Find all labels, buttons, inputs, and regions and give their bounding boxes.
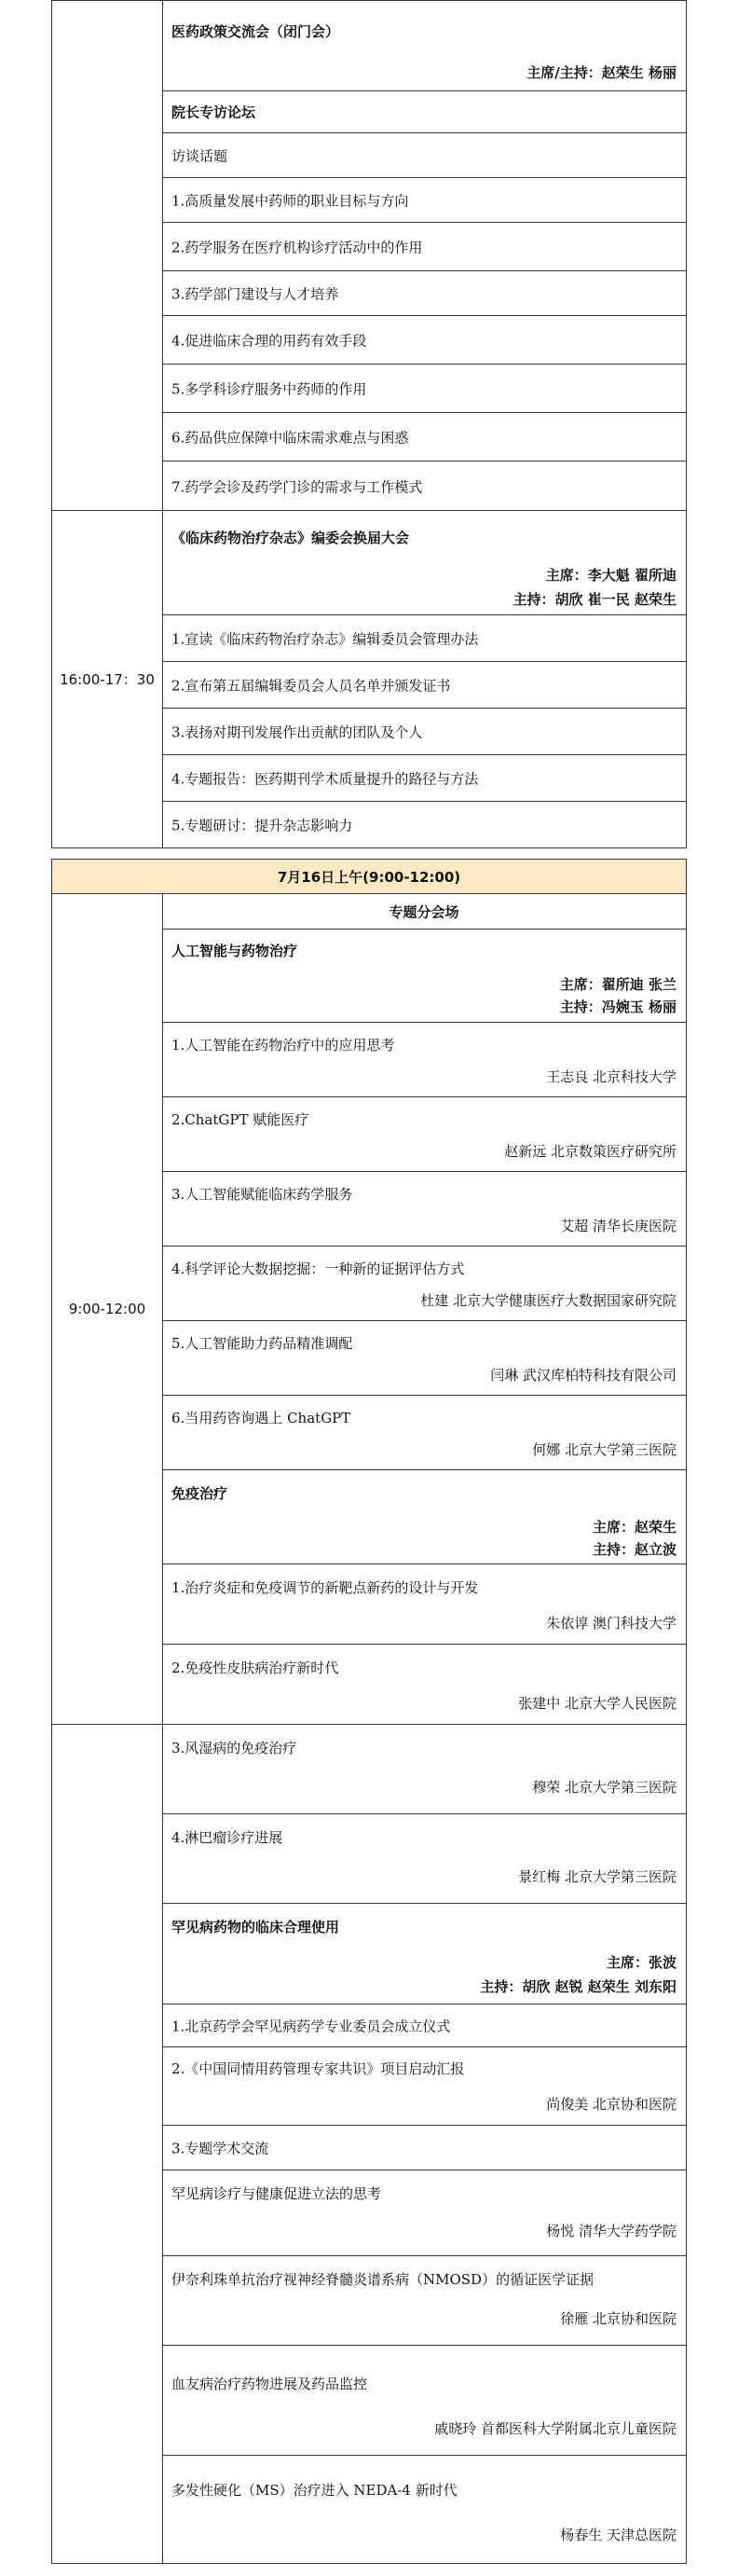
session-header: [162, 930, 686, 1023]
agenda-item-text: 4.专题报告：医药期刊学术质量提升的路径与方法: [171, 770, 479, 787]
speaker: 赵新远 北京数策医疗研究所: [504, 1143, 676, 1160]
session-header: [162, 1, 686, 91]
session-chair: 主席：翟所迪 张兰: [559, 976, 676, 993]
time-label: 16:00-17：30: [60, 671, 155, 688]
agenda-item-text: 5.人工智能助力药品精准调配: [171, 1335, 353, 1352]
day-header-label: 7月16日上午(9:00-12:00): [277, 868, 461, 886]
session-header: [162, 1904, 686, 2004]
agenda-item-text: 2.免疫性皮肤病治疗新时代: [171, 1660, 339, 1676]
speaker: 杨春生 天津总医院: [560, 2527, 676, 2543]
session-chair: 主席/主持：赵荣生 杨丽: [526, 64, 676, 81]
venue-header: [162, 894, 686, 930]
agenda-item-text: 3.表扬对期刊发展作出贡献的团队及个人: [171, 723, 423, 740]
session-title: 人工智能与药物治疗: [171, 943, 298, 959]
time-cell: [52, 1, 163, 510]
agenda-item-text: 3.人工智能赋能临床药学服务: [171, 1186, 353, 1203]
agenda-item: [162, 461, 686, 512]
agenda-item: [162, 365, 686, 413]
agenda-item-text: 7.药学会诊及药学门诊的需求与工作模式: [171, 478, 423, 496]
agenda-item: [162, 1247, 686, 1321]
agenda-item-text: 多发性硬化（MS）治疗进入 NEDA-4 新时代: [171, 2482, 458, 2499]
session-header: [162, 511, 686, 615]
agenda-item: [162, 615, 686, 662]
session-chair: 主席：李大魁 翟所迪: [545, 567, 676, 584]
agenda-item-text: 6.药品供应保障中临床需求难点与困惑: [171, 429, 409, 446]
agenda-item: [162, 1321, 686, 1396]
agenda-item: [162, 755, 686, 802]
agenda-item-text: 1.治疗炎症和免疫调节的新靶点新药的设计与开发: [171, 1579, 479, 1596]
time-cell: [52, 894, 163, 1724]
agenda-item-text: 4.促进临床合理的用药有效手段: [171, 332, 367, 349]
session-chair: 主席：张波: [606, 1954, 676, 1971]
agenda-item: [162, 2456, 686, 2564]
agenda-item: [162, 271, 686, 316]
speaker: 何娜 北京大学第三医院: [532, 1441, 676, 1458]
speaker: 杜建 北京大学健康医疗大数据国家研究院: [420, 1292, 676, 1309]
agenda-item: [162, 2346, 686, 2456]
agenda-item: [162, 1725, 686, 1814]
speaker: 穆荣 北京大学第三医院: [532, 1779, 676, 1796]
session-host: 主持：冯婉玉 杨丽: [559, 999, 676, 1015]
agenda-table-section-3: [51, 894, 687, 1725]
agenda-item-text: 4.淋巴瘤诊疗进展: [171, 1829, 283, 1846]
speaker: 徐雁 北京协和医院: [560, 2310, 676, 2327]
agenda-item-text: 2.《中国同情用药管理专家共识》项目启动汇报: [171, 2060, 465, 2077]
session-chair: 主席：赵荣生: [592, 1519, 676, 1536]
agenda-item-text: 访谈话题: [171, 147, 228, 164]
agenda-table-section-4: [51, 1725, 687, 2564]
agenda-item: [162, 1564, 686, 1645]
session-header: [162, 1470, 686, 1564]
agenda-item: [162, 133, 686, 178]
session-header: [162, 91, 686, 133]
agenda-item: [162, 178, 686, 223]
agenda-item: [162, 802, 686, 848]
session-title: 院长专访论坛: [171, 103, 256, 121]
speaker: 尚俊美 北京协和医院: [546, 2096, 676, 2113]
agenda-item: [162, 223, 686, 271]
agenda-item: [162, 1172, 686, 1247]
agenda-item: [162, 1023, 686, 1097]
session-title: 免疫治疗: [171, 1485, 228, 1502]
agenda-item-text: 1.宣读《临床药物治疗杂志》编辑委员会管理办法: [171, 630, 479, 647]
agenda-item: [162, 2256, 686, 2346]
agenda-item: [162, 662, 686, 709]
agenda-item: [162, 1814, 686, 1904]
agenda-item: [162, 2170, 686, 2256]
agenda-item-text: 4.科学评论大数据挖掘：一种新的证据评估方式: [171, 1260, 465, 1277]
session-host: 主持：赵立波: [592, 1541, 676, 1558]
agenda-item-text: 1.人工智能在药物治疗中的应用思考: [171, 1037, 395, 1054]
agenda-item-text: 血友病治疗药物进展及药品监控: [171, 2376, 368, 2392]
agenda-item-text: 伊奈利珠单抗治疗视神经脊髓炎谱系病（NMOSD）的循证医学证据: [171, 2271, 594, 2288]
agenda-table-section-2: [51, 511, 687, 848]
agenda-item: [162, 316, 686, 365]
day-header: [51, 859, 687, 894]
agenda-item-text: 3.风湿病的免疫治疗: [171, 1740, 297, 1756]
agenda-item: [162, 1645, 686, 1725]
agenda-item-text: 3.专题学术交流: [171, 2140, 269, 2156]
speaker: 朱依谆 澳门科技大学: [546, 1615, 676, 1632]
agenda-item-text: 5.专题研讨：提升杂志影响力: [171, 817, 353, 834]
speaker: 景红梅 北京大学第三医院: [518, 1868, 676, 1885]
agenda-item-text: 1.北京药学会罕见病药学专业委员会成立仪式: [171, 2018, 451, 2034]
session-title: 医药政策交流会（闭门会）: [171, 23, 340, 40]
agenda-item-text: 1.高质量发展中药师的职业目标与方向: [171, 192, 409, 209]
agenda-item: [162, 1097, 686, 1172]
speaker: 杨悦 清华大学药学院: [546, 2223, 676, 2239]
agenda-item-text: 2.宣布第五届编辑委员会人员名单并颁发证书: [171, 677, 451, 694]
speaker: 张建中 北京大学人民医院: [518, 1695, 676, 1712]
agenda-item: [162, 1396, 686, 1470]
speaker: 戚晓玲 首都医科大学附属北京儿童医院: [434, 2420, 676, 2437]
speaker: 闫琳 武汉库柏特科技有限公司: [490, 1367, 676, 1384]
venue-title: 专题分会场: [389, 903, 459, 920]
agenda-item: [162, 2004, 686, 2047]
time-cell: [52, 1725, 163, 2563]
speaker: 艾超 清华长庚医院: [560, 1218, 676, 1234]
agenda-table-section-1: [51, 0, 687, 511]
speaker: 王志良 北京科技大学: [546, 1068, 676, 1085]
agenda-item: [162, 709, 686, 755]
session-host: 主持：胡欣 赵锐 赵荣生 刘东阳: [480, 1978, 676, 1995]
time-cell: [52, 511, 163, 847]
agenda-item-text: 罕见病诊疗与健康促进立法的思考: [171, 2185, 382, 2202]
time-label: 9:00-12:00: [68, 1301, 146, 1317]
session-host: 主持：胡欣 崔一民 赵荣生: [512, 591, 676, 608]
agenda-item-text: 5.多学科诊疗服务中药师的作用: [171, 380, 367, 397]
session-title: 罕见病药物的临床合理使用: [171, 1919, 340, 1935]
agenda-item-text: 6.当用药咨询遇上 ChatGPT: [171, 1410, 351, 1426]
agenda-item: [162, 413, 686, 461]
agenda-item-text: 3.药学部门建设与人才培养: [171, 285, 339, 302]
agenda-item-text: 2.ChatGPT 赋能医疗: [171, 1111, 309, 1128]
agenda-item: [162, 2047, 686, 2126]
agenda-item-text: 2.药学服务在医疗机构诊疗活动中的作用: [171, 239, 423, 255]
agenda-item: [162, 2126, 686, 2170]
session-title: 《临床药物治疗杂志》编委会换届大会: [171, 530, 410, 546]
